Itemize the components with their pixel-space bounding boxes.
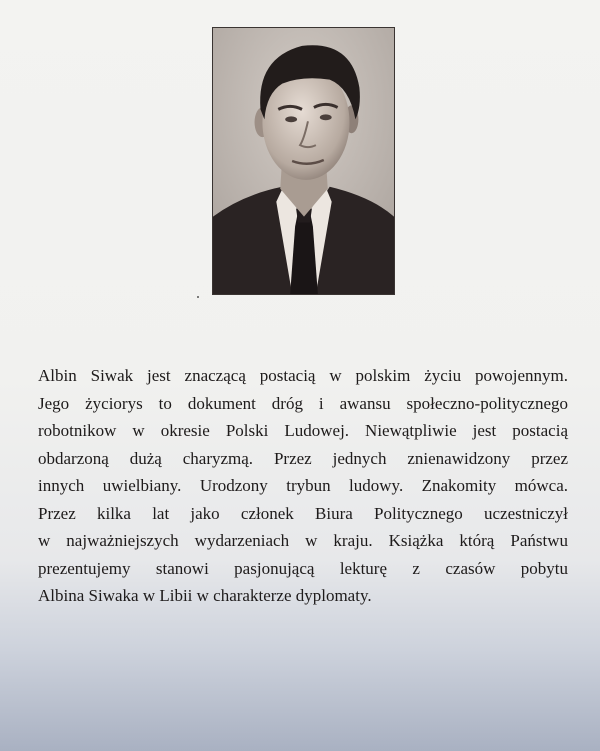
blurb-line: Jego życiorys to dokument dróg i awansu społeczno-politycznego [38, 393, 568, 413]
author-portrait-image [213, 28, 394, 294]
blurb-line: w najważniejszych wydarzeniach w kraju. Książka którą Państwu [38, 531, 568, 550]
blurb-line: robotnikow w okresie Polski Ludowej. Niewątpliwie jest postacią [38, 421, 568, 440]
blurb-line: prezentujemy stanowi pasjonującą lekturę z czasów pobytu [38, 558, 568, 578]
author-photo [212, 27, 395, 295]
blurb-line: innych uwielbiany. Urodzony trybun ludowy. Znakomity mówca. [38, 476, 568, 495]
book-blurb [38, 362, 568, 610]
blurb-line: Albina Siwaka w Libii w charakterze dyplomaty. [38, 586, 372, 605]
print-speck [197, 296, 199, 298]
blurb-line: Albin Siwak jest znaczącą postacią w polskim życiu powojennym. [38, 366, 568, 385]
blurb-line: obdarzoną dużą charyzmą. Przez jednych znienawidzony przez [38, 448, 568, 468]
blurb-line: Przez kilka lat jako członek Biura Politycznego uczestniczył [38, 503, 568, 523]
